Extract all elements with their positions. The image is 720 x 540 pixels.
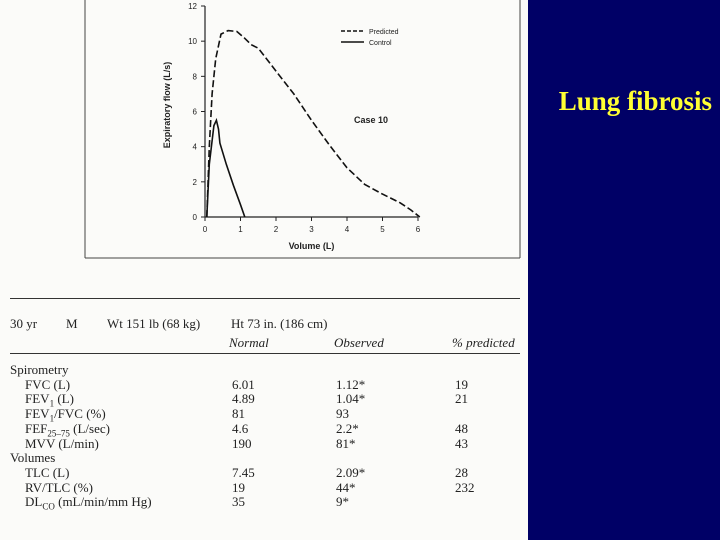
row-label: FVC (L) bbox=[25, 376, 71, 392]
table-row bbox=[0, 465, 528, 480]
observed-value: 1.12* bbox=[336, 376, 366, 392]
table-row bbox=[0, 377, 528, 392]
section-title-row bbox=[0, 450, 528, 465]
percent-predicted-value: 21 bbox=[455, 391, 468, 407]
y-tick-label: 8 bbox=[192, 72, 197, 82]
legend-label-control: Control bbox=[369, 40, 392, 47]
row-label: MVV (L/min) bbox=[25, 435, 99, 451]
observed-value: 9* bbox=[336, 494, 349, 510]
row-label: $FEV_1$/FVC (%) bbox=[25, 406, 106, 424]
x-tick-label: 4 bbox=[344, 225, 350, 234]
table-row bbox=[0, 406, 528, 424]
observed-value: 81* bbox=[336, 435, 356, 451]
table-top-rule bbox=[10, 298, 520, 299]
observed-value: 44* bbox=[336, 479, 356, 495]
x-tick-label: 6 bbox=[415, 225, 421, 234]
row-label: $FEF_{25-75}$ (L/sec) bbox=[25, 420, 110, 439]
col-observed-header: Observed bbox=[334, 335, 384, 350]
table-row bbox=[0, 494, 528, 512]
table-row bbox=[0, 420, 528, 439]
normal-value: 190 bbox=[232, 435, 252, 451]
y-tick-label: 6 bbox=[192, 107, 197, 117]
percent-predicted-value: 28 bbox=[455, 464, 468, 480]
x-axis-label: Volume (L) bbox=[288, 241, 335, 251]
normal-value: 35 bbox=[232, 494, 245, 510]
normal-value: 6.01 bbox=[232, 376, 255, 392]
percent-predicted-value: 19 bbox=[455, 376, 468, 392]
patient-height: Ht 73 in. (186 cm) bbox=[231, 316, 328, 331]
col-predicted-header: % predicted bbox=[452, 335, 515, 350]
patient-weight: Wt 151 lb (68 kg) bbox=[107, 316, 201, 331]
slide-title: Lung fibrosis bbox=[558, 86, 712, 116]
normal-value: 7.45 bbox=[232, 464, 255, 480]
observed-value: 2.09* bbox=[336, 464, 366, 480]
header-rule bbox=[10, 353, 520, 354]
row-label: $FEV_1$ (L) bbox=[25, 391, 74, 409]
x-tick-label: 3 bbox=[309, 225, 314, 234]
table-row bbox=[0, 391, 528, 409]
y-tick-label: 2 bbox=[192, 177, 197, 187]
chart-annotation: Case 10 bbox=[354, 115, 389, 125]
row-label: TLC (L) bbox=[25, 464, 70, 480]
table-row bbox=[0, 436, 528, 451]
normal-value: 19 bbox=[232, 479, 245, 495]
section-title: Volumes bbox=[10, 450, 56, 466]
observed-value: 2.2* bbox=[336, 420, 359, 436]
observed-value: 93 bbox=[336, 406, 349, 422]
y-tick-label: 10 bbox=[188, 37, 197, 47]
x-tick-label: 1 bbox=[238, 225, 243, 234]
x-tick-label: 0 bbox=[202, 225, 208, 234]
y-tick-label: 4 bbox=[192, 142, 197, 152]
normal-value: 4.89 bbox=[232, 391, 255, 407]
row-label: $DL_{CO}$ (mL/min/mm Hg) bbox=[25, 494, 152, 512]
normal-value: 4.6 bbox=[232, 420, 249, 436]
observed-value: 1.04* bbox=[336, 391, 366, 407]
percent-predicted-value: 48 bbox=[455, 420, 468, 436]
section-title-row bbox=[0, 362, 528, 377]
percent-predicted-value: 232 bbox=[455, 479, 475, 495]
x-tick-label: 2 bbox=[273, 225, 279, 234]
y-tick-label: 0 bbox=[192, 213, 197, 222]
flow-volume-chart bbox=[0, 0, 528, 300]
row-label: RV/TLC (%) bbox=[25, 479, 93, 495]
y-tick-label: 12 bbox=[188, 2, 197, 11]
slide-side-panel bbox=[528, 0, 720, 540]
y-axis-label: Expiratory flow (L/s) bbox=[162, 61, 172, 149]
x-tick-label: 5 bbox=[380, 225, 385, 234]
series-line-control bbox=[207, 120, 245, 217]
normal-value: 81 bbox=[232, 406, 245, 422]
legend-label-predicted: Predicted bbox=[369, 29, 399, 36]
section-title: Spirometry bbox=[10, 362, 69, 377]
patient-age: 30 yr bbox=[10, 316, 38, 331]
table-row bbox=[0, 480, 528, 495]
patient-sex: M bbox=[66, 316, 78, 331]
percent-predicted-value: 43 bbox=[455, 435, 468, 451]
col-normal-header: Normal bbox=[229, 335, 269, 350]
